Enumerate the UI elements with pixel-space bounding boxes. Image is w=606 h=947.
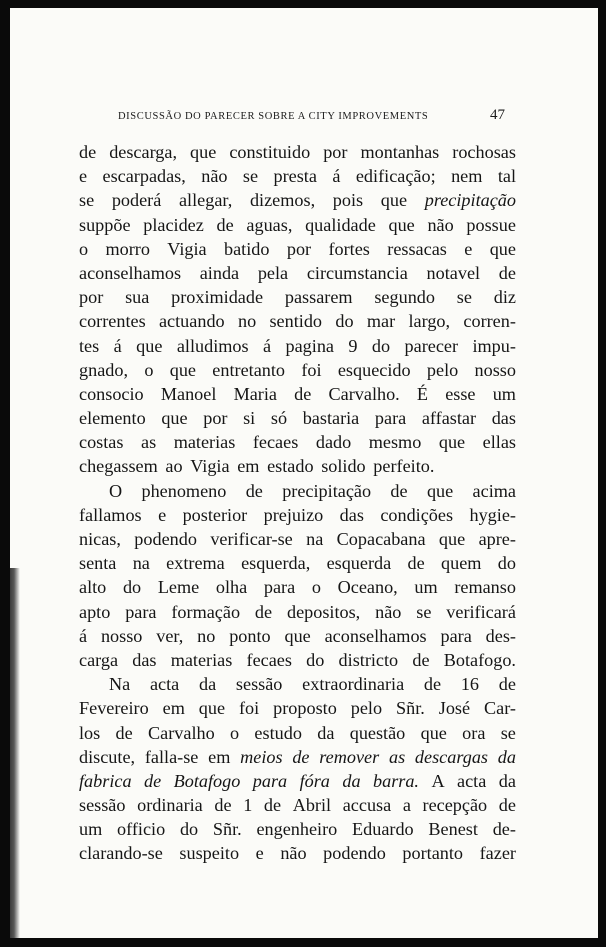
word: nem: [451, 166, 483, 187]
word: a: [402, 795, 411, 816]
word: que: [284, 625, 311, 646]
word: da: [199, 674, 217, 695]
word: de: [412, 649, 430, 670]
text-line: [79, 551, 516, 575]
word: de-: [492, 819, 516, 840]
word: carga: [79, 649, 119, 670]
word: e: [79, 166, 88, 187]
word: tes: [79, 335, 100, 356]
word: para: [440, 625, 472, 646]
word: precipitação: [424, 190, 516, 211]
word: acima: [472, 480, 516, 501]
word: Leme: [157, 577, 200, 598]
word: que: [438, 529, 466, 549]
text-line: [79, 285, 516, 309]
word: engenheiro: [256, 819, 338, 840]
word: presta: [273, 166, 317, 187]
word: aconselhamos: [79, 262, 182, 283]
word: por: [203, 408, 228, 429]
word: fallamos: [79, 504, 142, 525]
word: A: [431, 770, 445, 791]
word: não: [201, 166, 228, 187]
word: de: [144, 770, 162, 791]
word: proposto: [273, 698, 337, 719]
word: de: [214, 795, 232, 816]
word: de: [263, 795, 282, 816]
word: as: [141, 432, 157, 453]
word: esse: [445, 383, 476, 404]
word: districto: [338, 649, 399, 670]
text-line: [79, 479, 516, 503]
word: condições: [380, 504, 454, 525]
word: e: [464, 238, 473, 259]
text-line: [79, 382, 516, 406]
word: entretanto: [212, 359, 286, 380]
word: por: [323, 142, 348, 162]
word: de: [245, 480, 263, 501]
body-text: [79, 140, 516, 866]
text-line: [79, 261, 516, 285]
word: acta: [457, 770, 487, 791]
word: Fevereiro: [79, 698, 149, 719]
word: em: [237, 456, 260, 477]
text-line: [79, 430, 516, 454]
text-line: [79, 213, 516, 237]
word: mar: [366, 311, 396, 332]
word: de: [115, 722, 133, 743]
word: do: [179, 819, 199, 840]
word: prejuizo: [263, 504, 324, 525]
word: discute,: [79, 746, 136, 767]
word: de: [390, 480, 408, 501]
word: Na: [109, 674, 131, 695]
word: que: [198, 698, 226, 719]
word: do: [306, 649, 325, 670]
word: morro: [105, 238, 150, 259]
text-line: [79, 793, 516, 817]
word: se: [79, 190, 95, 211]
word: aconselhamos: [324, 625, 427, 646]
word: sessão: [235, 674, 283, 695]
word: que: [190, 142, 217, 162]
word: que: [136, 335, 163, 356]
word: olha: [215, 577, 248, 598]
word: á: [263, 335, 272, 356]
word: nosso: [474, 359, 516, 380]
word: um: [492, 383, 516, 404]
word: dizemos,: [249, 190, 316, 211]
text-line: [79, 600, 516, 624]
text-line: [79, 503, 516, 527]
word: se: [416, 601, 432, 622]
binding-shadow: [10, 568, 20, 938]
word: que: [489, 238, 516, 259]
word: para: [125, 601, 157, 622]
word: ainda: [199, 262, 240, 283]
word: que: [438, 432, 466, 453]
word: de: [79, 142, 97, 162]
word: costas: [79, 432, 124, 453]
word: Maria: [233, 383, 277, 404]
word: Botafogo: [173, 770, 241, 791]
running-title: DISCUSSÃO DO PARECER SOBRE A CITY IMPROVEMENTS: [118, 111, 429, 122]
word: que: [388, 214, 415, 235]
word: as: [388, 746, 406, 767]
word: Car-: [484, 698, 516, 719]
word: nosso: [100, 625, 143, 646]
word: remover: [319, 746, 380, 767]
word: não: [280, 843, 307, 864]
text-line: [79, 237, 516, 261]
word: no: [237, 311, 257, 332]
word: ao: [165, 456, 183, 477]
word: se: [242, 166, 259, 187]
word: diz: [493, 287, 516, 308]
word: á: [79, 625, 88, 646]
word: alludimos: [176, 335, 249, 356]
word: fabrica: [79, 770, 132, 791]
word: ver,: [156, 625, 184, 646]
word: materias: [173, 432, 236, 453]
word: chegassem: [79, 456, 158, 477]
word: verificar-se: [210, 529, 293, 549]
word: largo,: [408, 311, 451, 332]
word: alto: [79, 577, 107, 598]
word: estudo: [254, 722, 302, 743]
word: fortes: [328, 238, 370, 259]
word: apre-: [478, 529, 516, 549]
word: de: [498, 674, 516, 695]
text-line: [79, 334, 516, 358]
word: qualidade: [305, 214, 376, 235]
word: notavel: [426, 262, 481, 283]
word: precipitação: [282, 480, 372, 501]
word: correntes: [79, 311, 146, 332]
word: um: [79, 819, 103, 840]
word: para: [374, 408, 407, 429]
word: da: [498, 770, 516, 791]
word: sentido: [269, 311, 323, 332]
word: se: [500, 722, 516, 743]
text-line: [79, 696, 516, 720]
word: Oceano,: [337, 577, 398, 598]
word: que: [420, 722, 447, 743]
word: do: [497, 553, 516, 574]
word: esquecido: [337, 359, 411, 380]
word: suppõe: [79, 214, 131, 235]
word: ora: [462, 722, 486, 743]
word: esquerda: [326, 553, 392, 574]
text-line: [79, 164, 516, 188]
word: questão: [349, 722, 406, 743]
word: 16: [460, 674, 480, 695]
text-line: [79, 721, 516, 745]
word: senta: [79, 553, 117, 574]
word: fecaes: [252, 432, 299, 453]
word: esquerda,: [241, 553, 311, 574]
word: Carvalho: [148, 722, 215, 743]
word: elemento: [79, 408, 146, 429]
word: allegar,: [178, 190, 233, 211]
word: edificação;: [355, 166, 436, 187]
word: verificará: [446, 601, 516, 622]
word: na: [306, 529, 324, 549]
word: que: [161, 408, 188, 429]
word: suspeito: [179, 843, 240, 864]
text-line: [79, 309, 516, 333]
word: barra.: [373, 770, 419, 791]
text-line: [79, 745, 516, 769]
word: pela: [257, 262, 289, 283]
word: impu-: [472, 335, 516, 356]
word: de: [216, 214, 234, 235]
word: officio: [117, 819, 166, 840]
word: de: [498, 795, 516, 816]
word: Sñr.: [212, 819, 242, 840]
word: para: [263, 577, 296, 598]
word: rochosas: [452, 142, 516, 162]
word: um: [414, 577, 438, 598]
word: Copacabana: [336, 529, 426, 549]
page-number: 47: [490, 107, 505, 123]
word: meios: [240, 746, 283, 767]
text-line: [79, 575, 516, 599]
word: perfeito.: [373, 456, 435, 477]
word: affastar: [421, 408, 477, 429]
word: Vigia: [190, 456, 230, 477]
word: solido: [321, 456, 366, 477]
word: corren-: [463, 311, 516, 332]
text-line: [79, 648, 516, 672]
word: parecer: [404, 335, 459, 356]
word: fecaes: [246, 649, 292, 670]
word: e: [255, 843, 264, 864]
word: sessão: [79, 795, 126, 816]
word: Vigia: [167, 238, 207, 259]
text-line: [79, 527, 516, 551]
word: de: [407, 553, 425, 574]
word: Botafogo.: [443, 649, 516, 670]
word: materias: [170, 649, 233, 670]
word: mesmo: [368, 432, 422, 453]
word: fazer: [479, 843, 516, 864]
text-line: [79, 672, 516, 696]
word: gnado,: [79, 359, 128, 380]
text-line: [79, 406, 516, 430]
word: o: [230, 722, 240, 743]
word: constituido: [229, 142, 311, 162]
word: formação: [171, 601, 241, 622]
word: podendo: [323, 843, 386, 864]
word: pelo: [426, 359, 459, 380]
word: o: [79, 238, 89, 259]
word: pois: [332, 190, 364, 211]
word: segundo: [374, 287, 435, 308]
text-line: [79, 454, 516, 478]
word: o: [144, 359, 154, 380]
text-line: [79, 358, 516, 382]
word: foi: [301, 359, 322, 380]
word: se: [456, 287, 472, 308]
word: escarpadas,: [102, 166, 186, 187]
word: placidez: [143, 214, 204, 235]
word: tal: [497, 166, 516, 187]
word: de: [292, 746, 310, 767]
word: O: [109, 480, 123, 501]
word: recepção: [422, 795, 488, 816]
word: ressacas: [387, 238, 447, 259]
word: clarando-se: [79, 843, 163, 864]
word: Abril: [292, 795, 332, 816]
word: apto: [79, 601, 111, 622]
word: só: [270, 408, 288, 429]
word: das: [132, 649, 157, 670]
word: accusa: [342, 795, 392, 816]
word: da: [497, 746, 516, 767]
word: de: [254, 601, 273, 622]
word: em: [162, 698, 185, 719]
word: Sñr.: [396, 698, 425, 719]
word: que: [426, 480, 454, 501]
text-line: [79, 841, 516, 865]
word: de: [294, 383, 312, 404]
word: do: [122, 577, 142, 598]
word: passarem: [284, 287, 353, 308]
word: fóra: [299, 770, 330, 791]
word: si: [243, 408, 256, 429]
word: descargas: [414, 746, 488, 767]
word: possue: [466, 214, 516, 235]
text-line: [79, 188, 516, 212]
word: poderá: [111, 190, 162, 211]
word: remanso: [454, 577, 516, 598]
word: da: [342, 770, 361, 791]
word: sua: [125, 287, 150, 308]
word: montanhas: [360, 142, 440, 162]
word: de: [423, 674, 442, 695]
word: descarga,: [109, 142, 178, 162]
word: Carvalho.: [328, 383, 400, 404]
word: extrema: [166, 553, 225, 574]
word: quem: [441, 553, 482, 574]
word: das: [491, 408, 516, 429]
word: da: [317, 722, 335, 743]
text-line: [79, 140, 516, 164]
word: do: [335, 311, 354, 332]
word: pelo: [350, 698, 383, 719]
word: depositos,: [286, 601, 361, 622]
word: e: [158, 504, 167, 525]
word: das: [339, 504, 364, 525]
word: aguas,: [246, 214, 293, 235]
word: á: [113, 335, 122, 356]
word: bastaria: [302, 408, 360, 429]
book-page: [10, 8, 598, 938]
word: extraordinaria: [302, 674, 405, 695]
word: des-: [485, 625, 516, 646]
word: dado: [315, 432, 352, 453]
word: batido: [224, 238, 270, 259]
word: que: [380, 190, 408, 211]
word: falla-se: [144, 746, 199, 767]
word: por: [79, 287, 104, 308]
word: José: [438, 698, 471, 719]
word: de: [498, 262, 516, 283]
word: em: [208, 746, 231, 767]
word: não: [427, 214, 454, 235]
word: posterior: [182, 504, 248, 525]
word: 9: [348, 335, 358, 356]
word: que: [169, 359, 196, 380]
word: hygie-: [469, 504, 516, 525]
word: ordinaria: [137, 795, 203, 816]
word: los: [79, 722, 101, 743]
word: 1: [243, 795, 253, 816]
word: foi: [239, 698, 260, 719]
text-line: [79, 769, 516, 793]
word: acta: [149, 674, 180, 695]
word: o: [311, 577, 321, 598]
text-line: [79, 624, 516, 648]
word: actuando: [158, 311, 225, 332]
word: pagina: [285, 335, 334, 356]
word: do: [371, 335, 391, 356]
word: não: [375, 601, 402, 622]
word: Benest: [428, 819, 478, 840]
word: nicas,: [79, 529, 121, 549]
word: no: [197, 625, 216, 646]
word: por: [286, 238, 312, 259]
word: na: [132, 553, 150, 574]
word: portanto: [402, 843, 464, 864]
word: Manoel: [160, 383, 217, 404]
word: ponto: [229, 625, 271, 646]
word: ellas: [482, 432, 516, 453]
word: estado: [267, 456, 314, 477]
word: proximidade: [171, 287, 264, 308]
word: Eduardo: [352, 819, 414, 840]
word: podendo: [134, 529, 197, 549]
word: phenomeno: [141, 480, 227, 501]
text-line: [79, 817, 516, 841]
word: consocio: [79, 383, 144, 404]
word: É: [416, 383, 429, 404]
word: á: [332, 166, 341, 187]
word: para: [252, 770, 288, 791]
word: circumstancia: [306, 262, 408, 283]
